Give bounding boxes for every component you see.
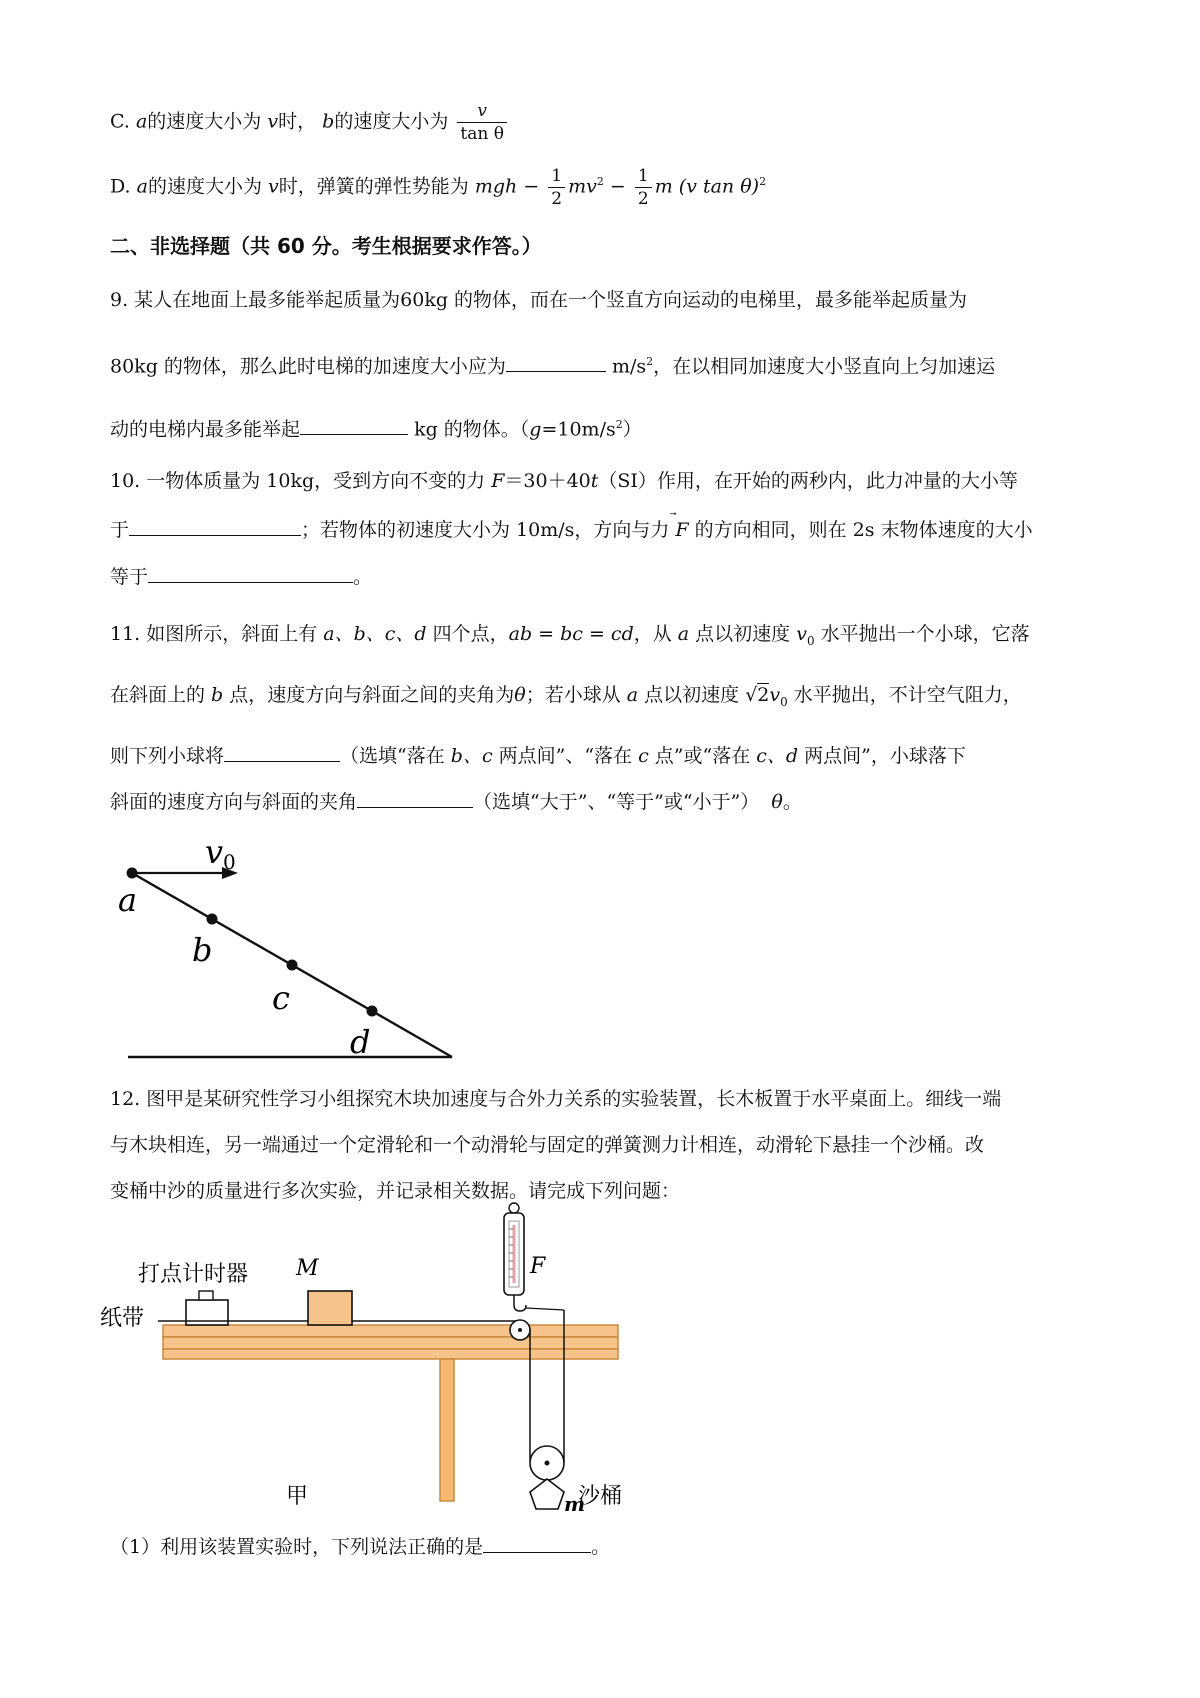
q9-blank-2[interactable]: [300, 414, 408, 435]
q11-line-4: 斜面的速度方向与斜面的夹角 （选填“大于”、“等于”或“小于”） θ。: [110, 787, 802, 816]
vector-f: F: [675, 519, 689, 541]
q9-line-3: 动的电梯内最多能举起 kg 的物体。$(g=10m/s^2)$: [110, 411, 642, 443]
label-bucket: 沙桶: [578, 1484, 623, 1509]
fixed-pulley-axle: [518, 1328, 522, 1332]
figure-caption: 甲: [286, 1484, 309, 1509]
hook-string: [526, 1308, 564, 1310]
spark-timer-top: [199, 1291, 213, 1300]
q10-line-1: 10. 一物体质量为 10kg，受到方向不变的力 F＝30＋40t（SI）作用，在开始的两秒内，此力冲量的大小等: [110, 470, 1018, 492]
q10-blank-2[interactable]: [148, 562, 353, 583]
q12-blank-1[interactable]: [483, 1532, 591, 1553]
q12-sub-1: （1）利用该装置实验时，下列说法正确的是 。: [110, 1532, 610, 1561]
moving-pulley-axle: [545, 1461, 550, 1466]
label-timer: 打点计时器: [138, 1262, 249, 1287]
option-d: D. a的速度大小为 v时，弹簧的弹性势能为 mgh − $\frac{1}{2}$ $mv^2$ − $\frac{1}{2}$ m (v tan θ)$^2$: [110, 166, 767, 209]
option-d-half-2: $\frac{1}{2}$: [635, 165, 652, 210]
q10-blank-1[interactable]: [129, 515, 301, 536]
table-leg: [440, 1359, 454, 1501]
q11-blank-1[interactable]: [224, 741, 340, 762]
q10-line-3: 等于 。: [110, 562, 372, 591]
label-a: a: [118, 881, 138, 919]
scale-hook: [514, 1305, 526, 1311]
q9-line-1: 9. 某人在地面上最多能举起质量为60kg 的物体，而在一个竖直方向运动的电梯里，最多能举起质量为: [110, 289, 968, 311]
q9-blank-1[interactable]: [506, 351, 606, 372]
table-top: [163, 1337, 618, 1349]
label-d: d: [350, 1023, 371, 1061]
option-c-fraction: $\frac{v}{\text{tan θ}}$: [457, 100, 507, 145]
point-d: [367, 1006, 378, 1017]
q10-line-2: 于 ；若物体的初速度大小为 10m/s，方向与力 F 的方向相同，则在 2s 末物体速度的大小: [110, 515, 1033, 544]
label-c: c: [272, 979, 290, 1017]
q11-line-3: 则下列小球将 （选填“落在 b、c 两点间”、“落在 c 点”或“落在 c、d 两点间”，小球落下: [110, 741, 966, 770]
point-c: [287, 960, 298, 971]
q11-line-1: 11. 如图所示，斜面上有 a、b、c、d 四个点，ab = bc = cd，从 a 点以初速度 $v_0$ 水平抛出一个小球，它落: [110, 623, 1030, 648]
label-v0-sub: 0: [223, 850, 236, 874]
long-board: [163, 1325, 618, 1337]
point-b: [207, 914, 218, 925]
q9-line-2: 80kg 的物体，那么此时电梯的加速度大小应为 $m/s^2$，在以相同加速度大小竖直向上匀加速运: [110, 348, 995, 380]
option-c: C. a的速度大小为 v时， b的速度大小为 $\frac{v}{\text{tan θ}}$: [110, 100, 510, 145]
scale-ring: [509, 1203, 519, 1213]
option-d-half-1: $\frac{1}{2}$: [548, 165, 565, 210]
q12-line-2: 与木块相连，另一端通过一个定滑轮和一个动滑轮与固定的弹簧测力计相连，动滑轮下悬挂一个沙桶。改: [110, 1134, 985, 1156]
q12-line-3: 变桶中沙的质量进行多次实验，并记录相关数据。请完成下列问题：: [110, 1180, 681, 1202]
wooden-block: [308, 1291, 352, 1325]
label-v0: v: [205, 833, 224, 871]
label-b: b: [192, 931, 213, 969]
table-edge: [163, 1349, 618, 1359]
label-M: M: [296, 1256, 319, 1281]
point-a: [127, 868, 138, 879]
incline-figure: [110, 825, 470, 1065]
sand-bucket: [530, 1479, 564, 1509]
label-F: F: [530, 1254, 546, 1279]
label-tape: 纸带: [100, 1306, 145, 1331]
label-m: m: [564, 1492, 586, 1516]
sqrt-sign: √2: [745, 684, 770, 706]
q12-line-1: 12. 图甲是某研究性学习小组探究木块加速度与合外力关系的实验装置，长木板置于水平桌面上。细线一端: [110, 1088, 1002, 1110]
q11-blank-2[interactable]: [357, 787, 473, 808]
q11-line-2: 在斜面上的 b 点，速度方向与斜面之间的夹角为θ；若小球从 a 点以初速度 $√2v_0$ 水平抛出，不计空气阻力，: [110, 684, 1022, 709]
section-heading: 二、非选择题（共 60 分。考生根据要求作答。）: [110, 234, 542, 258]
apparatus-figure: [100, 1215, 668, 1516]
